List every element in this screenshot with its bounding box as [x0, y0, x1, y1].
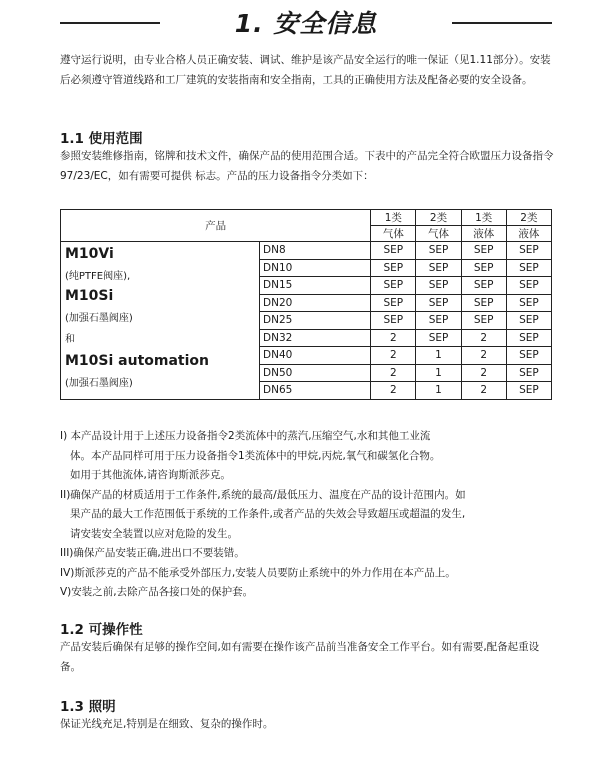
col-subheader-4: 液体: [506, 226, 551, 242]
dn-cell: DN25: [260, 312, 371, 330]
table-header-row: [61, 210, 552, 226]
value-cell: SEP: [506, 382, 551, 400]
value-cell: SEP: [371, 294, 416, 312]
value-cell: 2: [371, 382, 416, 400]
col-subheader-3: 液体: [461, 226, 506, 242]
page-title: 1. 安全信息: [234, 9, 378, 38]
col-header-3: 1类: [461, 210, 506, 226]
section-1-3-heading: 1.3 照明: [60, 699, 116, 715]
note-1-line-2: 体。本产品同样可用于压力设备指令1类流体中的甲烷,丙烷,氧气和碳氢化合物。: [70, 449, 441, 462]
value-cell: SEP: [371, 312, 416, 330]
dn-cell: DN10: [260, 259, 371, 277]
product-m10si: M10Si: [65, 288, 114, 304]
value-cell: SEP: [506, 329, 551, 347]
value-cell: SEP: [461, 312, 506, 330]
value-cell: 1: [416, 364, 461, 382]
value-cell: SEP: [506, 364, 551, 382]
col-subheader-1: 气体: [371, 226, 416, 242]
product-cell: [61, 242, 260, 400]
note-3: III)确保产品安装正确,进出口不要装错。: [60, 547, 245, 559]
title-block: [60, 4, 552, 38]
note-4: IV)斯派莎克的产品不能承受外部压力,安装人员要防止系统中的外力作用在本产品上。: [60, 566, 456, 579]
value-cell: SEP: [506, 277, 551, 295]
value-cell: 2: [371, 347, 416, 365]
value-cell: 2: [461, 329, 506, 347]
value-cell: SEP: [416, 242, 461, 260]
value-cell: SEP: [461, 259, 506, 277]
section-1-1-heading: 1.1 使用范围: [60, 131, 143, 147]
note-2-line-3: 请安装安全装置以应对危险的发生。: [70, 527, 238, 540]
notes-list: [60, 427, 560, 603]
pressure-classification-table: [60, 209, 552, 400]
value-cell: 2: [461, 364, 506, 382]
value-cell: 1: [416, 347, 461, 365]
value-cell: SEP: [461, 277, 506, 295]
section-1-2-text: 产品安装后确保有足够的操作空间,如有需要在操作该产品前当准备安全工作平台。如有需要,配备起重设备。: [60, 641, 540, 673]
value-cell: SEP: [461, 294, 506, 312]
col-header-2: 2类: [416, 210, 461, 226]
dn-cell: DN15: [260, 277, 371, 295]
dn-cell: DN50: [260, 364, 371, 382]
section-1-1-text: 参照安装维修指南，铭牌和技术文件，确保产品的使用范围合适。下表中的产品完全符合欧盟压力设备指令97/23/EC，如有需要可提供 标志。产品的压力设备指令分类如下：: [60, 150, 554, 182]
section-1-2-heading: 1.2 可操作性: [60, 622, 143, 638]
value-cell: SEP: [416, 259, 461, 277]
value-cell: 2: [461, 347, 506, 365]
product-m10vi-note: (纯PTFE阀座),: [65, 271, 131, 282]
product-m10si-note: (加强石墨阀座): [65, 313, 133, 324]
col-header-1: 1类: [371, 210, 416, 226]
intro-paragraph: 遵守运行说明，由专业合格人员正确安装、调试、维护是该产品安全运行的唯一保证（见1.11部分）。安装后必须遵守管道线路和工厂建筑的安装指南和安全指南，工具的正确使用方法及配备必要的安全设备。: [60, 54, 551, 86]
section-1-3-text: 保证光线充足,特别是在细致、复杂的操作时。: [60, 718, 274, 730]
value-cell: SEP: [506, 347, 551, 365]
table-row: [61, 242, 552, 260]
value-cell: SEP: [371, 259, 416, 277]
value-cell: 1: [416, 382, 461, 400]
note-5: V)安装之前,去除产品各接口处的保护套。: [60, 586, 254, 598]
dn-cell: DN65: [260, 382, 371, 400]
product-and: 和: [65, 334, 75, 345]
value-cell: 2: [371, 329, 416, 347]
col-header-4: 2类: [506, 210, 551, 226]
value-cell: SEP: [416, 312, 461, 330]
value-cell: SEP: [461, 242, 506, 260]
value-cell: SEP: [416, 294, 461, 312]
value-cell: SEP: [506, 294, 551, 312]
note-2-line-2: 果产品的最大工作范围低于系统的工作条件,或者产品的失效会导致超压或超温的发生,: [70, 508, 466, 520]
dn-cell: DN8: [260, 242, 371, 260]
value-cell: SEP: [371, 242, 416, 260]
value-cell: 2: [461, 382, 506, 400]
product-header: 产品: [61, 210, 371, 242]
value-cell: SEP: [416, 329, 461, 347]
value-cell: SEP: [506, 259, 551, 277]
value-cell: SEP: [506, 312, 551, 330]
dn-cell: DN40: [260, 347, 371, 365]
product-m10si-automation: M10Si automation: [65, 353, 210, 369]
dn-cell: DN32: [260, 329, 371, 347]
value-cell: 2: [371, 364, 416, 382]
product-m10vi: M10Vi: [65, 246, 114, 262]
note-2-line-1: II)确保产品的材质适用于工作条件,系统的最高/最低压力、温度在产品的设计范围内。如: [60, 488, 466, 501]
note-1-line-3: 如用于其他流体,请咨询斯派莎克。: [70, 469, 231, 481]
value-cell: SEP: [506, 242, 551, 260]
value-cell: SEP: [416, 277, 461, 295]
value-cell: SEP: [371, 277, 416, 295]
dn-cell: DN20: [260, 294, 371, 312]
note-1-line-1: I) 本产品设计用于上述压力设备指令2类流体中的蒸汽,压缩空气,水和其他工业流: [60, 430, 431, 442]
col-subheader-2: 气体: [416, 226, 461, 242]
title-rule-right: [452, 22, 552, 24]
product-m10si-automation-note: (加强石墨阀座): [65, 378, 133, 389]
